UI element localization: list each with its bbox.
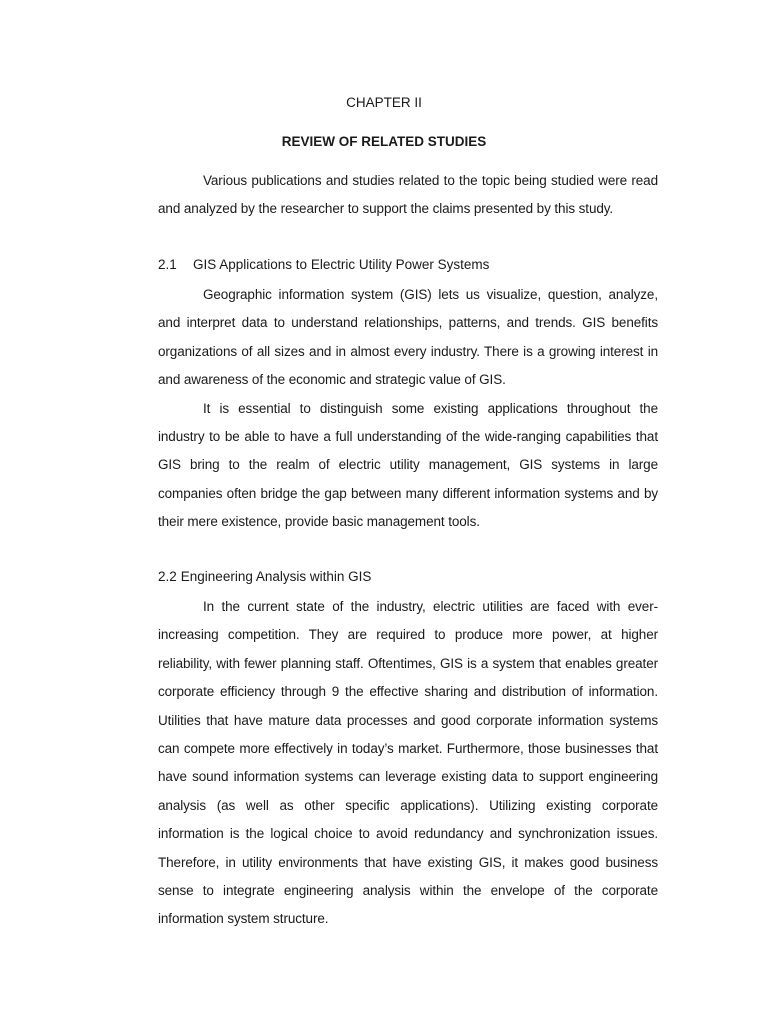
section-2-1-paragraph-2: It is essential to distinguish some existing applications throughout the industry to be able to have a full understanding of the wide-ranging capabilities that GIS bring to the realm of electric utility management, GIS systems in large companies often bridge the gap between many different information systems and by their mere existence, provide basic management tools. xyxy=(158,400,658,530)
section-2-2-body xyxy=(158,593,658,934)
section-2-1-body xyxy=(158,281,658,537)
chapter-label: CHAPTER II xyxy=(346,95,422,110)
section-2-2-paragraph-1: In the current state of the industry, electric utilities are faced with ever-increasing competition. They are required to produce more power, at higher reliability, with fewer planning staff. Oftentimes, GIS is a system that enables greater corporate efficiency through 9 the effective sharing and distribution of information. Utilities that have mature data processes and good corporate information systems can compete more effectively in today’s market. Furthermore, those businesses that have sound information systems can leverage existing data to support engineering analysis (as well as other specific applications). Utilizing existing corporate information is the logical choice to avoid redundancy and synchronization issues. Therefore, in utility environments that have existing GIS, it makes good business sense to integrate engineering analysis within the envelope of the corporate information system structure. xyxy=(158,599,658,927)
chapter-title: REVIEW OF RELATED STUDIES xyxy=(281,134,487,149)
section-number: 2.2 xyxy=(158,569,177,584)
section-heading-2-2 xyxy=(158,569,371,584)
section-number: 2.1 xyxy=(158,257,177,272)
intro-section xyxy=(158,167,658,224)
section-title: Engineering Analysis within GIS xyxy=(180,569,372,584)
section-title: GIS Applications to Electric Utility Power Systems xyxy=(193,257,490,272)
section-2-1-paragraph-1: Geographic information system (GIS) lets us visualize, question, analyze, and interpret data to understand relationships, patterns, and trends. GIS benefits organizations of all sizes and in almost every industry. There is a growing interest in and awareness of the economic and strategic value of GIS. xyxy=(158,287,658,388)
intro-paragraph: Various publications and studies related to the topic being studied were read and analyzed by the researcher to support the claims presented by this study. xyxy=(158,173,658,217)
section-heading-2-1 xyxy=(158,257,489,272)
